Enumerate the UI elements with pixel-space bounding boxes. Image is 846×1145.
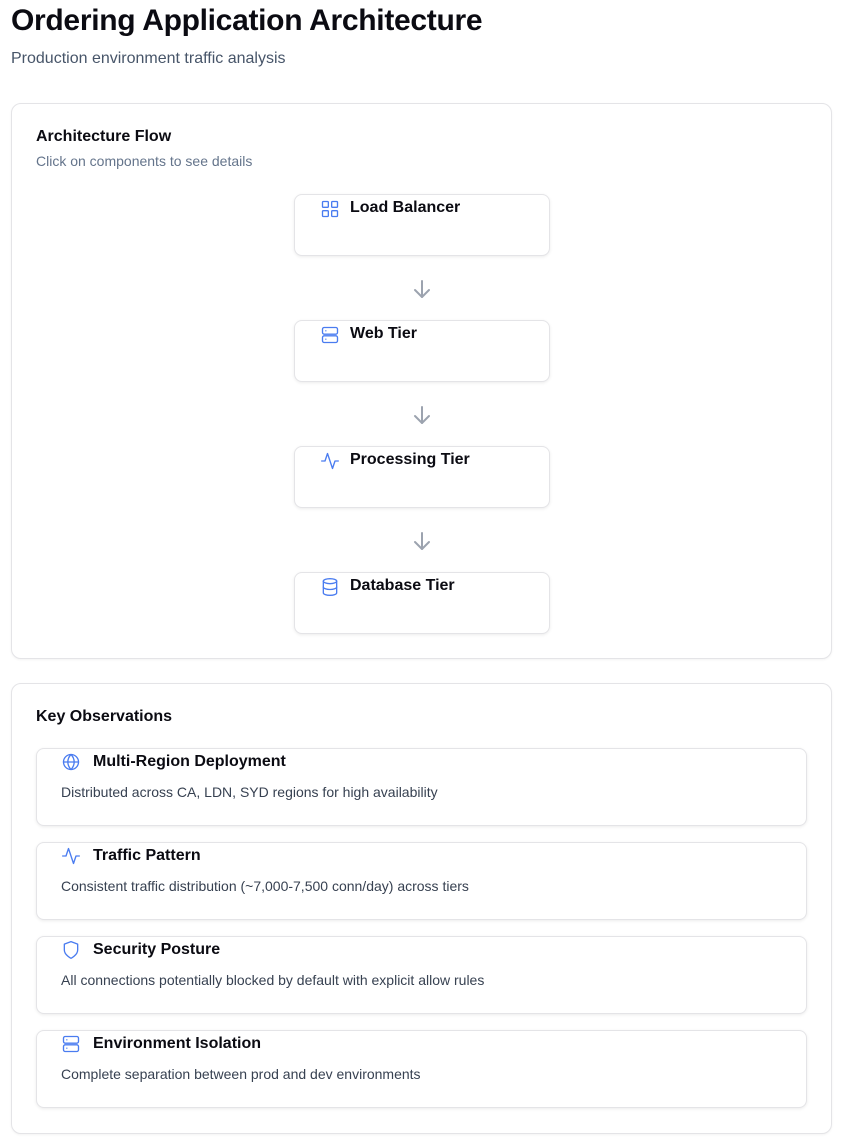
flow-node-database-tier[interactable]: [294, 572, 550, 634]
flow-node-processing-tier[interactable]: [294, 446, 550, 508]
architecture-flow-description: Click on components to see details: [36, 153, 253, 169]
server-icon: [320, 325, 340, 345]
key-observations-card: [11, 683, 832, 1134]
observation-text: All connections potentially blocked by default with explicit allow rules: [61, 972, 485, 988]
activity-icon: [61, 846, 81, 866]
observation-text: Distributed across CA, LDN, SYD regions for high availability: [61, 784, 438, 800]
observation-multi-region: [36, 748, 807, 826]
flow-node-label: Web Tier: [350, 325, 417, 342]
globe-icon: [61, 752, 81, 772]
shield-icon: [61, 940, 81, 960]
activity-icon: [320, 451, 340, 471]
page-title: Ordering Application Architecture: [11, 4, 483, 37]
observation-environment-isolation: [36, 1030, 807, 1108]
flow-node-label: Load Balancer: [350, 199, 461, 216]
observation-text: Complete separation between prod and dev environments: [61, 1066, 421, 1082]
observation-title: Multi-Region Deployment: [93, 753, 286, 770]
architecture-flow-card: [11, 103, 832, 659]
grid-icon: [320, 199, 340, 219]
observation-title: Traffic Pattern: [93, 847, 201, 864]
arrow-down-icon: [410, 277, 434, 301]
observation-text: Consistent traffic distribution (~7,000-7,500 conn/day) across tiers: [61, 878, 469, 894]
observation-security-posture: [36, 936, 807, 1014]
flow-node-load-balancer[interactable]: [294, 194, 550, 256]
observation-traffic-pattern: [36, 842, 807, 920]
observation-title: Security Posture: [93, 941, 221, 958]
page-subtitle: Production environment traffic analysis: [11, 50, 286, 67]
key-observations-title: Key Observations: [36, 708, 173, 725]
architecture-flow-title: Architecture Flow: [36, 128, 172, 145]
arrow-down-icon: [410, 529, 434, 553]
flow-node-label: Database Tier: [350, 577, 455, 594]
database-icon: [320, 577, 340, 597]
flow-node-web-tier[interactable]: [294, 320, 550, 382]
arrow-down-icon: [410, 403, 434, 427]
observation-title: Environment Isolation: [93, 1035, 262, 1052]
flow-node-label: Processing Tier: [350, 451, 470, 468]
server-icon: [61, 1034, 81, 1054]
